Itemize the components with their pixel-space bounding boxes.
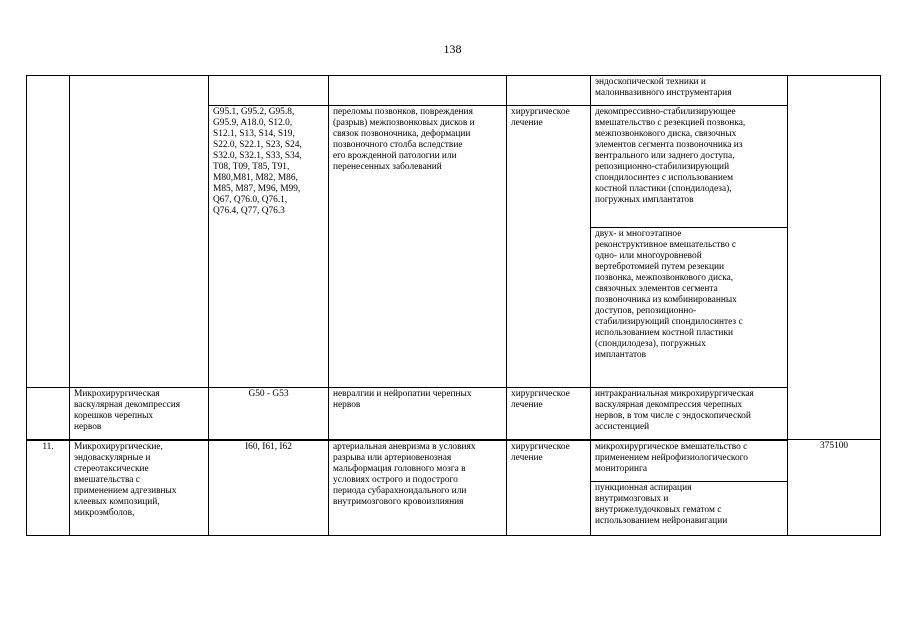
text-line: погружных имплантатов (595, 195, 694, 205)
text-line: малоинвазивного инструментария (595, 88, 732, 98)
text-line: использованием костной пластики (595, 328, 734, 338)
diagnosis-cell (329, 106, 507, 388)
text-line: переломы позвонков, повреждения (333, 107, 473, 117)
text-line: лечение (511, 118, 543, 128)
medical-care-table (26, 75, 881, 536)
method-cell (591, 76, 788, 106)
text-line: имплантатов (595, 350, 647, 360)
text-line: Q67, Q76.0, Q76.1, (213, 195, 288, 205)
codes-cell (209, 76, 329, 106)
text-line: связочных элементов сегмента (595, 284, 718, 294)
name-cell (70, 388, 209, 440)
text-line: интракраниальная микрохирургическая (595, 389, 754, 399)
text-line: Q76.4, Q77, Q76.3 (213, 206, 285, 216)
text-line: лечение (511, 400, 543, 410)
text-line: одно- или многоуровневой (595, 251, 702, 261)
text-line: мониторинга (595, 463, 648, 474)
text-line: репозиционно-стабилизирующий (595, 162, 730, 172)
text-line: G50 - G53 (248, 389, 289, 399)
text-line: эндоскопической техники и (595, 77, 706, 87)
text-line: перенесенных заболеваний (333, 162, 442, 172)
text-line: микроэмболов, (74, 507, 135, 518)
text-line: артериальная аневризма в условиях (333, 441, 476, 452)
text-line: ассистенцией (595, 422, 650, 432)
text-line: хирургическое (511, 441, 570, 452)
text-line: вертебротомией путем резекции (595, 262, 725, 272)
diagnosis-cell (329, 76, 507, 106)
text-line: T08, T09, T85, T91, (213, 162, 290, 172)
treatment-cell (507, 76, 591, 106)
treatment-cell (507, 106, 591, 388)
text-line: васкулярная декомпрессия черепных (595, 400, 743, 410)
text-line: Микрохирургические, (74, 441, 163, 452)
name-cell (70, 76, 209, 388)
table-row (27, 440, 881, 482)
text-line: нервов (333, 400, 361, 410)
text-line: нервов (74, 422, 102, 432)
text-line: вентрального или заднего доступа, (595, 151, 735, 161)
text-line: позвоночного столба вследствие (333, 140, 463, 150)
text-line: двух- и многоэтапное (595, 229, 682, 239)
method-cell (591, 482, 788, 536)
table-row (27, 76, 881, 106)
text-line: эндоваскулярные и (74, 452, 151, 463)
text-line: пункционная аспирация (595, 483, 692, 493)
text-line: стереотаксические (74, 463, 149, 474)
text-line: стабилизирующий спондилосинтез с (595, 317, 743, 327)
text-line: использованием нейронавигации (595, 516, 728, 526)
text-line: спондилосинтез с использованием (595, 173, 734, 183)
text-line: хирургическое (511, 107, 570, 117)
text-line: хирургическое (511, 389, 570, 399)
text-line: применением адгезивных (74, 485, 177, 496)
text-line: G95.1, G95.2, G95.8, (213, 107, 295, 117)
treatment-cell (507, 440, 591, 536)
text-line: S32.0, S32.1, S33, S34, (213, 151, 302, 161)
text-line: позвоночника из комбинированных (595, 295, 737, 305)
text-line: невралгии и нейропатии черепных (333, 389, 472, 399)
codes-cell (209, 106, 329, 388)
text-line: межпозвонкового диска, связочных (595, 129, 737, 139)
text-line: нервов, в том числе с эндоскопической (595, 411, 751, 421)
text-line: (разрыв) межпозвонковых дисков и (333, 118, 475, 128)
text-line: вмешательства с (74, 474, 140, 485)
text-line: декомпрессивно-стабилизирующее (595, 107, 736, 117)
text-line: связок позвоночника, деформации (333, 129, 471, 139)
text-line: клеевых композиций, (74, 496, 160, 507)
price-cell: 375100 (788, 440, 881, 536)
text-line: применением нейрофизиологического (595, 452, 748, 463)
text-line: (спондилодеза), погружных (595, 339, 706, 349)
method-cell (591, 440, 788, 482)
text-line: G95.9, A18.0, S12.0, (213, 118, 293, 128)
text-line: M85, M87, M96, M99, (213, 184, 301, 194)
price-cell (788, 76, 881, 440)
text-line: внутрижелудочковых гематом с (595, 505, 722, 515)
item-number: 11. (27, 440, 70, 536)
text-line: разрыва или артериовенозная (333, 452, 452, 463)
method-cell (591, 228, 788, 388)
text-line: лечение (511, 452, 543, 463)
num-cell (27, 76, 70, 388)
page-number: 138 (443, 42, 462, 56)
text-line: периода субарахноидального или (333, 485, 467, 496)
text-line: M80,M81, M82, M86, (213, 173, 298, 183)
text-line: корешков черепных (74, 411, 154, 421)
text-line: внутримозговых и (595, 494, 669, 504)
diagnosis-cell (329, 388, 507, 440)
text-line: доступов, репозиционно- (595, 306, 697, 316)
text-line: I60, I61, I62 (245, 441, 292, 452)
num-cell (27, 388, 70, 440)
method-cell (591, 388, 788, 440)
text-line: его врожденной патологии или (333, 151, 457, 161)
codes-cell (209, 388, 329, 440)
text-line: условиях острого и подострого (333, 474, 458, 485)
treatment-cell (507, 388, 591, 440)
diagnosis-cell (329, 440, 507, 536)
text-line: элементов сегмента позвоночника из (595, 140, 743, 150)
name-cell (70, 440, 209, 536)
method-cell (591, 106, 788, 228)
table-row (27, 388, 881, 440)
text-line: васкулярная декомпрессия (74, 400, 181, 410)
text-line: костной пластики (спондилодеза), (595, 184, 732, 194)
text-line: позвонка, межпозвонкового диска, (595, 273, 734, 283)
text-line: мальформация головного мозга в (333, 463, 466, 474)
text-line: S12.1, S13, S14, S19, (213, 129, 295, 139)
text-line: микрохирургическое вмешательство с (595, 441, 748, 452)
text-line: Микрохирургическая (74, 389, 160, 399)
text-line: S22.0, S22.1, S23, S24, (213, 140, 302, 150)
text-line: вмешательство с резекцией позвонка, (595, 118, 746, 128)
text-line: внутримозгового кровоизлияния (333, 496, 464, 507)
text-line: реконструктивное вмешательство с (595, 240, 737, 250)
codes-cell (209, 440, 329, 536)
